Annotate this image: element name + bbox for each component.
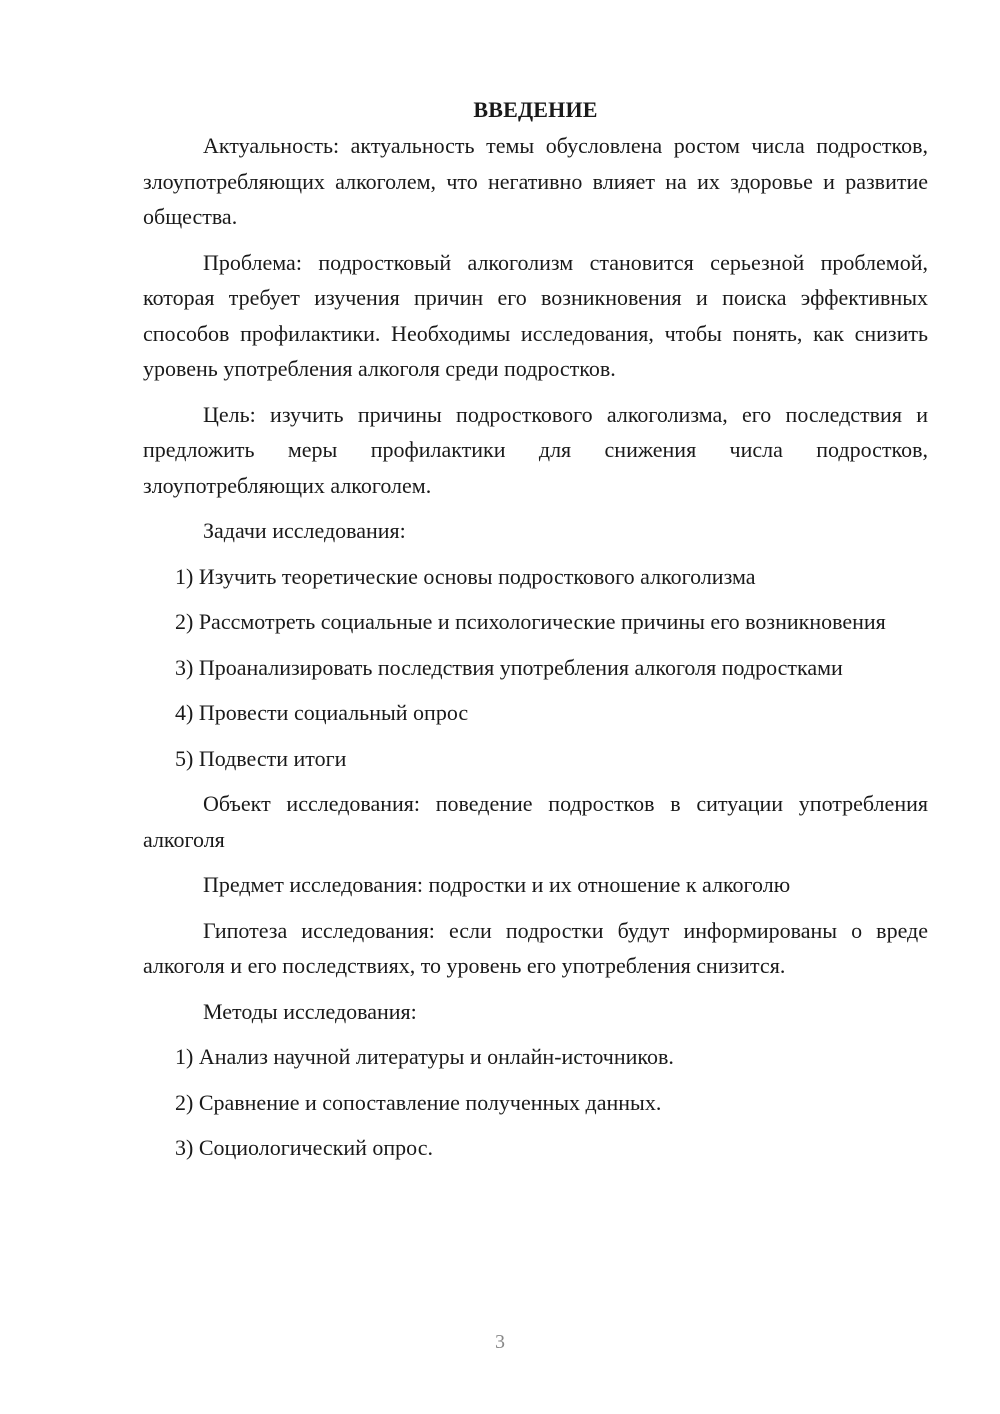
methods-heading: Методы исследования: — [203, 998, 417, 1024]
page-number: 3 — [495, 1331, 505, 1353]
task-item-5: 5) Подвести итоги — [175, 745, 347, 771]
method-item-1: 1) Анализ научной литературы и онлайн-источников. — [175, 1044, 674, 1069]
page-content — [143, 92, 928, 1176]
task-item-3: 3) Проанализировать последствия употребления алкоголя подростками — [175, 654, 843, 680]
paragraph-object: Объект исследования: поведение подростков в ситуации употребления алкоголя — [143, 791, 928, 852]
method-item-2: 2) Сравнение и сопоставление полученных данных. — [175, 1089, 662, 1115]
method-item-3: 3) Социологический опрос. — [175, 1135, 433, 1160]
task-item-2: 2) Рассмотреть социальные и психологические причины его возникновения — [175, 609, 886, 634]
paragraph-goal: Цель: изучить причины подросткового алкоголизма, его последствия и предложить меры профилактики для снижения числа подростков, злоупотребляющих алкоголем. — [143, 401, 928, 498]
task-item-1: 1) Изучить теоретические основы подросткового алкоголизма — [175, 563, 756, 589]
tasks-heading: Задачи исследования: — [203, 518, 406, 543]
paragraph-hypothesis: Гипотеза исследования: если подростки будут информированы о вреде алкоголя и его последствиях, то уровень его употребления снизится. — [143, 917, 928, 978]
paragraph-problem: Проблема: подростковый алкоголизм становится серьезной проблемой, которая требует изучения причин его возникновения и поиска эффективных способов профилактики. Необходимы исследования, чтобы понять, как снизить уровень употребления алкоголя среди подростков. — [143, 249, 928, 381]
section-title: ВВЕДЕНИЕ — [473, 97, 598, 122]
task-item-4: 4) Провести социальный опрос — [175, 700, 469, 725]
paragraph-subject: Предмет исследования: подростки и их отношение к алкоголю — [203, 872, 791, 897]
paragraph-relevance: Актуальность: актуальность темы обусловлена ростом числа подростков, злоупотребляющих алкоголем, что негативно влияет на их здоровье и развитие общества. — [143, 133, 928, 229]
